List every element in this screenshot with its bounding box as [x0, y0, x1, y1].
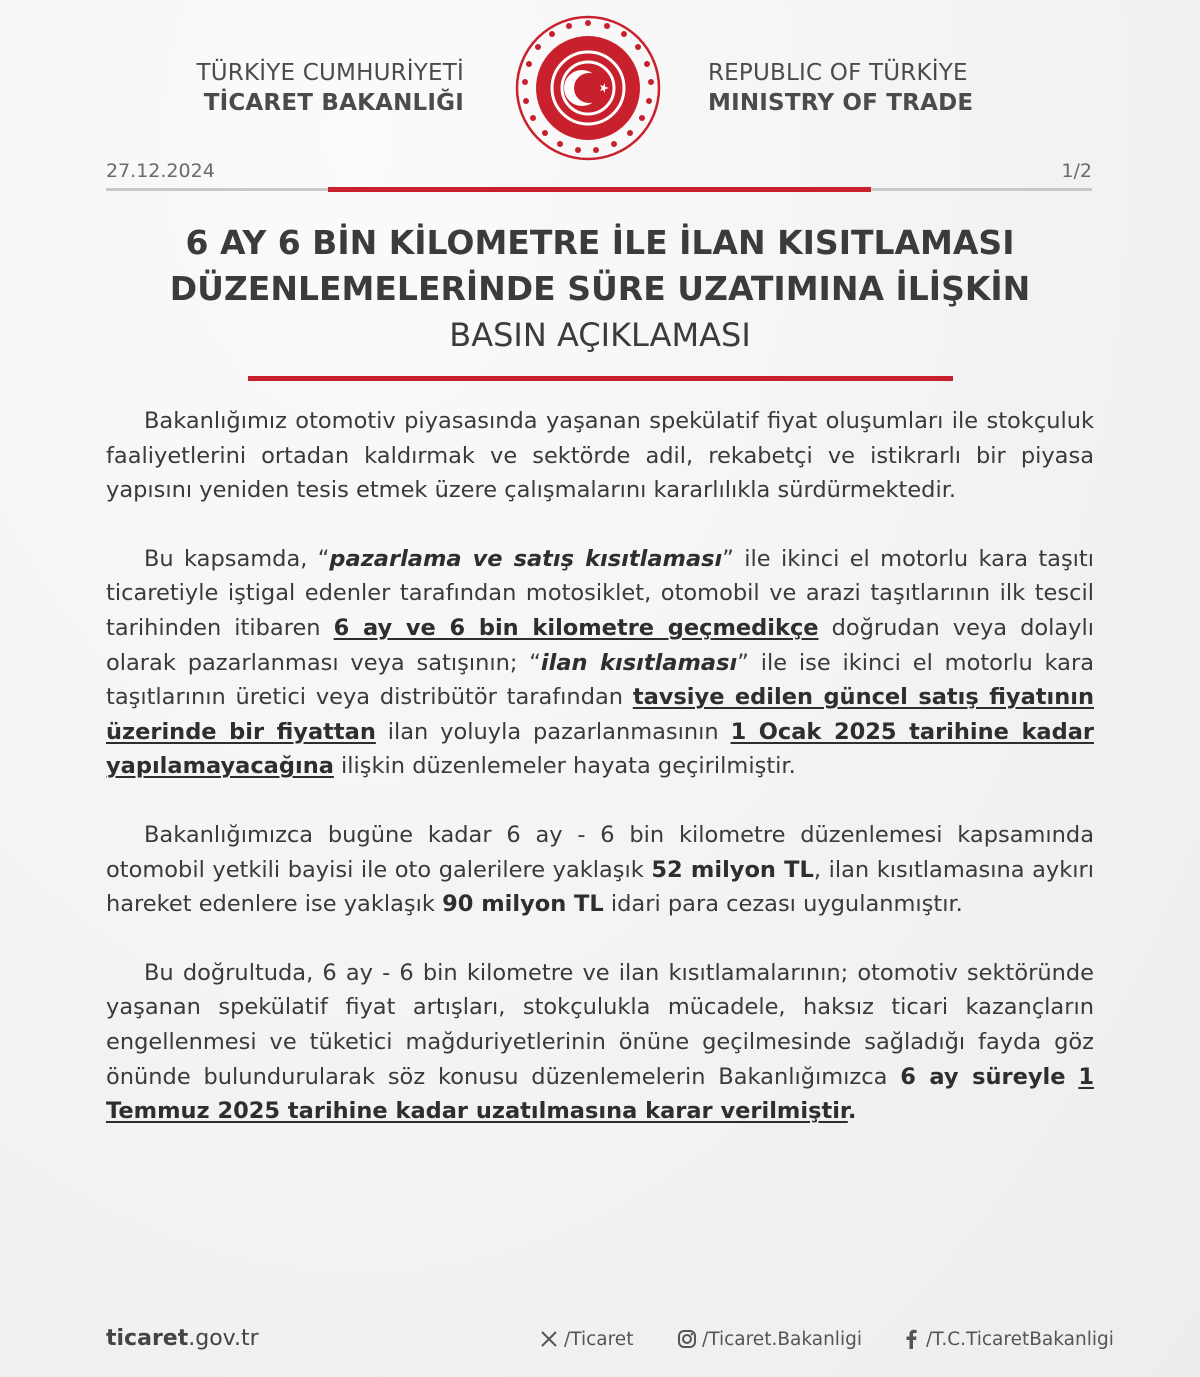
paragraph-1: Bakanlığımız otomotiv piyasasında yaşanan spekülatif fiyat oluşumları ile stokçuluk faaliyetlerini ortadan kaldırmak ve sektörde adil, rekabetçi ve istikrarlı bir piyasa yapısını yeniden tesis etmek üzere çalışmalarını kararlılıkla sürdürmektedir. [106, 408, 1094, 504]
paragraph-2 [106, 542, 1094, 784]
document-title [0, 220, 1200, 358]
x-handle: /Ticaret [564, 1328, 634, 1350]
page-number: 1/2 [1061, 160, 1092, 182]
paragraph-4 [106, 956, 1094, 1129]
instagram-link[interactable] [676, 1328, 862, 1350]
facebook-handle: /T.C.TicaretBakanligi [926, 1328, 1114, 1350]
facebook-icon [900, 1328, 922, 1350]
p2-text: ” ile ikinci el motorlu kara taşıtı ticaretiyle iştigal edenler tarafından motosiklet, otomobil ve arazi taşıtlarının ilk tescil tarihinden itibaren [106, 545, 1095, 641]
instagram-icon [676, 1328, 698, 1350]
header-divider-accent [328, 187, 871, 192]
p3-bold: 52 milyon TL [651, 856, 814, 883]
p4-text [1066, 1064, 1079, 1090]
x-link[interactable] [538, 1328, 633, 1350]
header-turkish [120, 58, 464, 118]
header-tr-line2: TİCARET BAKANLIĞI [203, 90, 464, 116]
p3-text: idari para cezası uygulanmıştır. [603, 891, 963, 918]
header-english [708, 58, 1068, 118]
p2-text: ilan yoluyla pazarlanmasının [375, 718, 731, 745]
p4-bold-underline: 1 Temmuz 2025 tarihine kadar uzatılmasına karar verilmiştir [106, 1063, 1094, 1125]
header-en-line2: MINISTRY OF TRADE [708, 90, 974, 116]
p2-text: ilişkin düzenlemeler hayata geçirilmiştir. [333, 753, 796, 780]
p2-bold-underline: 6 ay ve 6 bin kilometre geçmedikçe [333, 614, 819, 641]
title-line3: BASIN AÇIKLAMASI [449, 316, 751, 354]
website-domain: .gov.tr [188, 1326, 259, 1351]
p4-text: Bu doğrultuda, 6 ay - 6 bin kilometre ve ilan kısıtlamalarının; otomotiv sektöründe yaşanan spekülatif fiyat artışları, stokçulukla mücadele, haksız ticari kazançların engellenmesi ve tüketici mağduriyetlerinin önüne geçilmesinde sağladığı fayda göz önünde bulundurularak söz konusu düzenlemelerin Bakanlığımızca [106, 959, 1094, 1090]
facebook-link[interactable] [900, 1328, 1114, 1350]
instagram-handle: /Ticaret.Bakanligi [702, 1328, 862, 1350]
website-bold: ticaret [106, 1326, 189, 1351]
x-icon [538, 1328, 560, 1350]
p2-bold-underline: 1 Ocak 2025 tarihine kadar yapılamayacağına [106, 718, 1094, 780]
p3-text: Bakanlığımızca bugüne kadar 6 ay - 6 bin kilometre düzenlemesi kapsamında otomobil yetkili bayisi ile oto galerilere yaklaşık [106, 821, 1094, 883]
p4-text: . [847, 1098, 857, 1125]
p3-bold: 90 milyon TL [442, 891, 604, 918]
p2-bold-italic: ilan kısıtlaması [540, 649, 738, 676]
header-tr-line1: TÜRKİYE CUMHURİYETİ [196, 60, 464, 86]
p2-text: doğrudan veya dolaylı olarak pazarlanması veya satışının; “ [106, 614, 1094, 676]
title-divider [248, 376, 953, 381]
p2-bold-underline: tavsiye edilen güncel satış fiyatının üzerinde bir fiyattan [106, 684, 1094, 745]
p3-text: , ilan kısıtlamasına aykırı hareket edenlere ise yaklaşık [106, 856, 1094, 918]
header-en-line1: REPUBLIC OF TÜRKİYE [708, 60, 968, 86]
p2-text: ” ile ise ikinci el motorlu kara taşıtlarının üretici veya distribütör tarafından [106, 649, 1094, 711]
ministry-seal-logo [512, 12, 664, 164]
title-line2: DÜZENLEMELERİNDE SÜRE UZATIMINA İLİŞKİN [169, 269, 1031, 308]
p2-bold-italic: pazarlama ve satış kısıtlaması [329, 545, 723, 572]
release-date: 27.12.2024 [106, 160, 215, 182]
p2-text: Bu kapsamda, “ [144, 545, 330, 572]
document-body [106, 404, 1094, 1163]
p4-bold: 6 ay süreyle [900, 1063, 1066, 1090]
paragraph-3 [106, 818, 1094, 922]
title-line1: 6 AY 6 BİN KİLOMETRE İLE İLAN KISITLAMASI [185, 223, 1015, 262]
website-link[interactable] [106, 1326, 259, 1351]
